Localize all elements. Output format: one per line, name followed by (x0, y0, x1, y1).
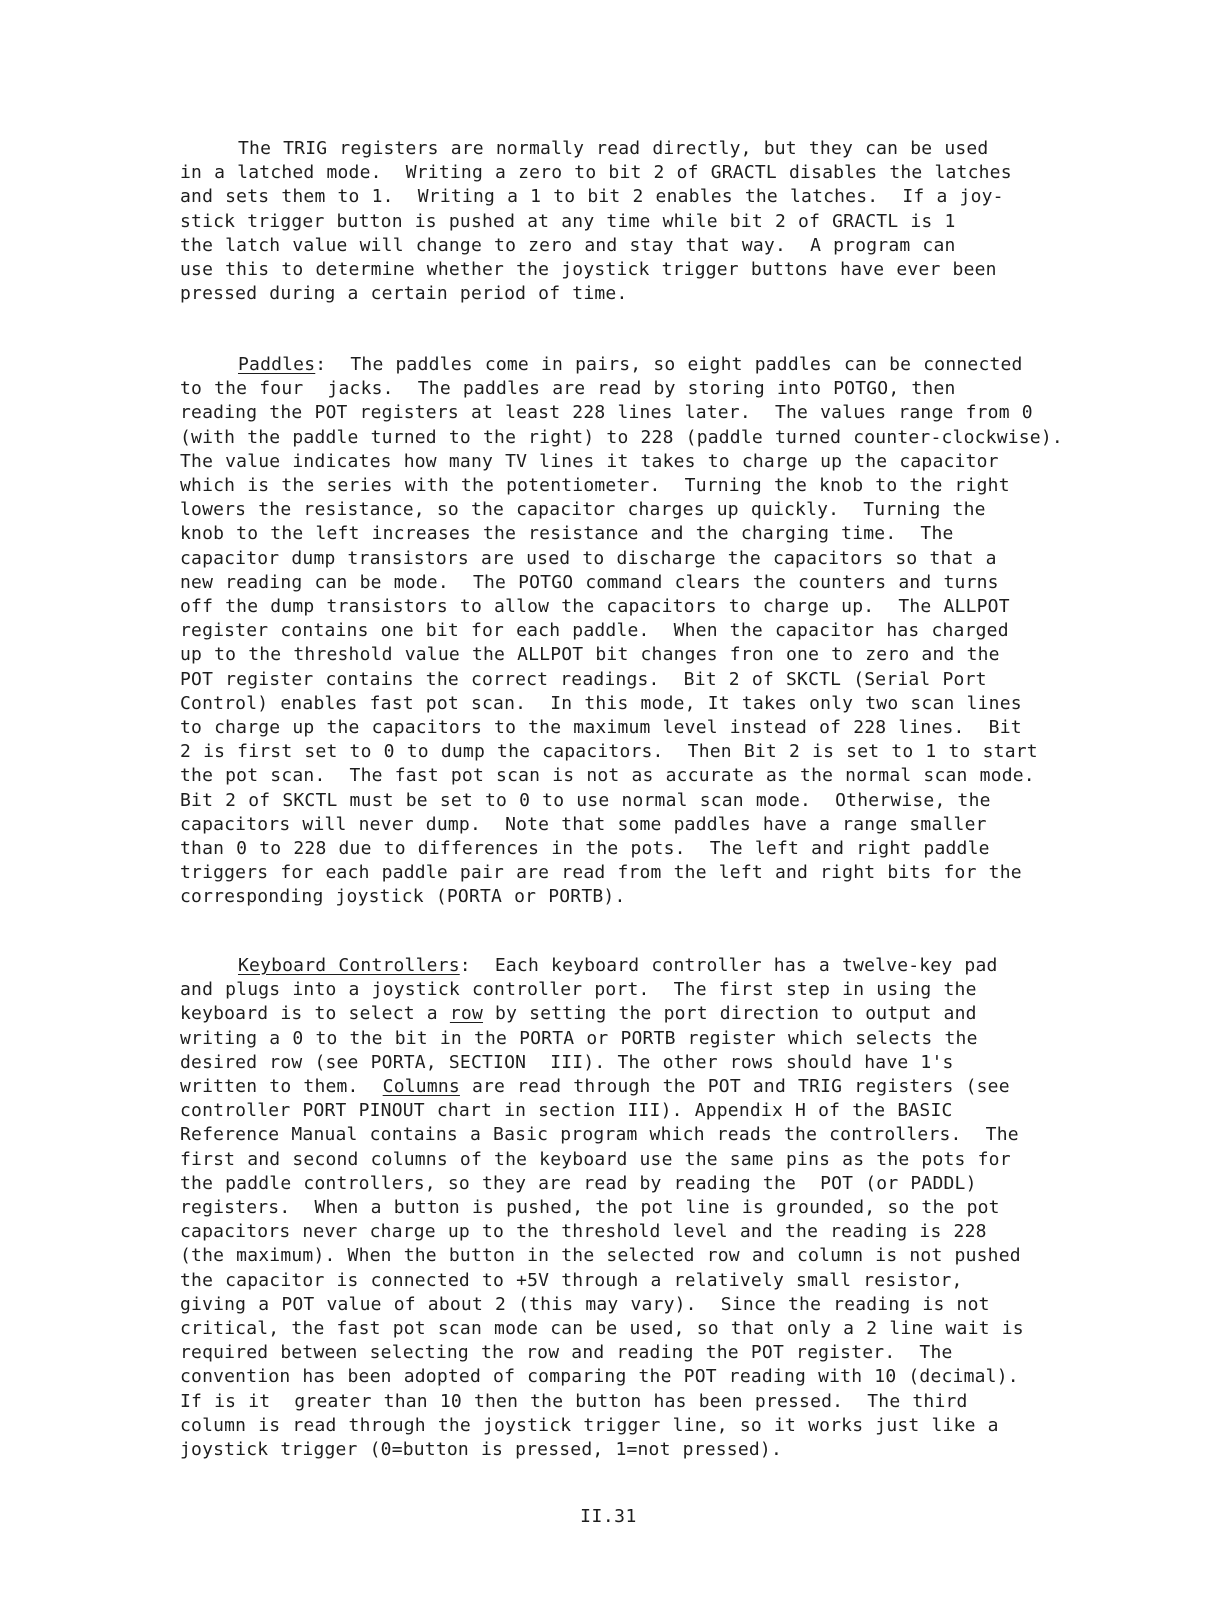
text-line: and plugs into a joystick controller port. The first step in using the (180, 979, 977, 1001)
keyboard-first-line (180, 954, 1190, 978)
text-line: (with the paddle turned to the right) to 228 (paddle turned counter-clockwise). (180, 426, 1063, 448)
text-line: and sets them to 1. Writing a 1 to bit 2 enables the latches. If a joy- (180, 186, 1004, 208)
text-line: 2 is first set to 0 to dump the capacitors. Then Bit 2 is set to 1 to start (180, 741, 1038, 763)
text-fragment: keyboard is to select a (180, 1003, 450, 1025)
keyboard-controllers-paragraph (180, 954, 1190, 1462)
keyboard-controllers-heading: Keyboard Controllers (238, 955, 460, 976)
text-line: capacitors will never dump. Note that some paddles have a range smaller (180, 813, 987, 835)
text-line: in a latched mode. Writing a zero to bit 2 of GRACTL disables the latches (180, 162, 1012, 184)
text-line: required between selecting the row and reading the POT register. The (180, 1342, 953, 1364)
text-line: Bit 2 of SKCTL must be set to 0 to use normal scan mode. Otherwise, the (180, 789, 991, 811)
text-line: the capacitor is connected to +5V through a relatively small resistor, (180, 1269, 963, 1291)
text-line: up to the threshold value the ALLPOT bit changes fron one to zero and the (180, 644, 1000, 666)
text-fragment: by setting the port direction to output and (483, 1003, 977, 1025)
text-line: The TRIG registers are normally read directly, but they can be used (238, 138, 989, 159)
text-line: Control) enables fast pot scan. In this mode, It takes only two scan lines (180, 692, 1022, 714)
trig-registers-paragraph (180, 137, 1190, 306)
paddles-first-line (180, 353, 1190, 377)
text-fragment: are read through the POT and TRIG registers (see (459, 1076, 1010, 1098)
text-line: desired row (see PORTA, SECTION III). The other rows should have 1's (180, 1051, 954, 1073)
text-fragment: : Each keyboard controller has a twelve-key pad (459, 955, 998, 976)
text-line: new reading can be mode. The POTGO command clears the counters and turns (180, 571, 999, 593)
text-line: giving a POT value of about 2 (this may vary). Since the reading is not (180, 1293, 990, 1315)
text-line: to the four jacks. The paddles are read by storing into POTGO, then (180, 378, 956, 400)
text-line: capacitors never charge up to the threshold level and the reading is 228 (180, 1221, 987, 1243)
text-line: register contains one bit for each paddle. When the capacitor has charged (180, 620, 1009, 642)
page-number: II.31 (580, 1506, 637, 1527)
text-line: column is read through the joystick trigger line, so it works just like a (180, 1414, 999, 1436)
text-line: stick trigger button is pushed at any time while bit 2 of GRACTL is 1 (180, 210, 956, 232)
text-line: use this to determine whether the joystick trigger buttons have ever been (180, 259, 997, 281)
text-line: registers. When a button is pushed, the pot line is grounded, so the pot (180, 1197, 1000, 1219)
text-line (180, 1002, 1190, 1026)
underlined-word-row: row (449, 1003, 484, 1025)
text-line (180, 1075, 1190, 1099)
text-line: pressed during a certain period of time. (180, 283, 628, 305)
text-line: the pot scan. The fast pot scan is not as accurate as the normal scan mode. (180, 765, 1035, 787)
text-line: triggers for each paddle pair are read from the left and right bits for the (180, 862, 1022, 884)
text-fragment: written to them. (180, 1076, 383, 1098)
paddles-heading: Paddles (238, 354, 316, 375)
text-line: the latch value will change to zero and stay that way. A program can (180, 234, 956, 256)
text-fragment: : The paddles come in pairs, so eight paddles can be connected (315, 354, 1023, 375)
text-line: The value indicates how many TV lines it takes to charge up the capacitor (180, 450, 999, 472)
text-line: to charge up the capacitors to the maximum level instead of 228 lines. Bit (180, 717, 1022, 739)
text-line: Reference Manual contains a Basic program which reads the controllers. The (180, 1124, 1019, 1146)
text-line: reading the POT registers at least 228 lines later. The values range from 0 (180, 402, 1033, 424)
paddles-paragraph (180, 353, 1190, 910)
text-line: off the dump transistors to allow the capacitors to charge up. The ALLPOT (180, 596, 1010, 618)
text-line: convention has been adopted of comparing the POT reading with 10 (decimal). (180, 1366, 1019, 1388)
text-line: controller PORT PINOUT chart in section III). Appendix H of the BASIC (180, 1100, 953, 1122)
text-line: lowers the resistance, so the capacitor charges up quickly. Turning the (180, 499, 986, 521)
text-line: than 0 to 228 due to differences in the pots. The left and right paddle (180, 838, 990, 860)
underlined-word-columns: Columns (382, 1076, 460, 1098)
text-line: critical, the fast pot scan mode can be used, so that only a 2 line wait is (180, 1318, 1024, 1340)
text-line: first and second columns of the keyboard use the same pins as the pots for (180, 1148, 1011, 1170)
text-line: POT register contains the correct readings. Bit 2 of SKCTL (Serial Port (180, 668, 987, 690)
text-line: corresponding joystick (PORTA or PORTB). (180, 886, 626, 908)
text-line: knob to the left increases the resistance and the charging time. The (180, 523, 954, 545)
text-line: which is the series with the potentiometer. Turning the knob to the right (180, 475, 1010, 497)
text-line: capacitor dump transistors are used to discharge the capacitors so that a (180, 547, 997, 569)
text-line: joystick trigger (0=button is pressed, 1=not pressed). (180, 1439, 782, 1461)
text-line: writing a 0 to the bit in the PORTA or PORTB register which selects the (180, 1027, 978, 1049)
text-line: (the maximum). When the button in the selected row and column is not pushed (180, 1245, 1021, 1267)
text-line: the paddle controllers, so they are read by reading the POT (or PADDL) (180, 1172, 977, 1194)
text-line: If is it greater than 10 then the button has been pressed. The third (180, 1390, 968, 1412)
